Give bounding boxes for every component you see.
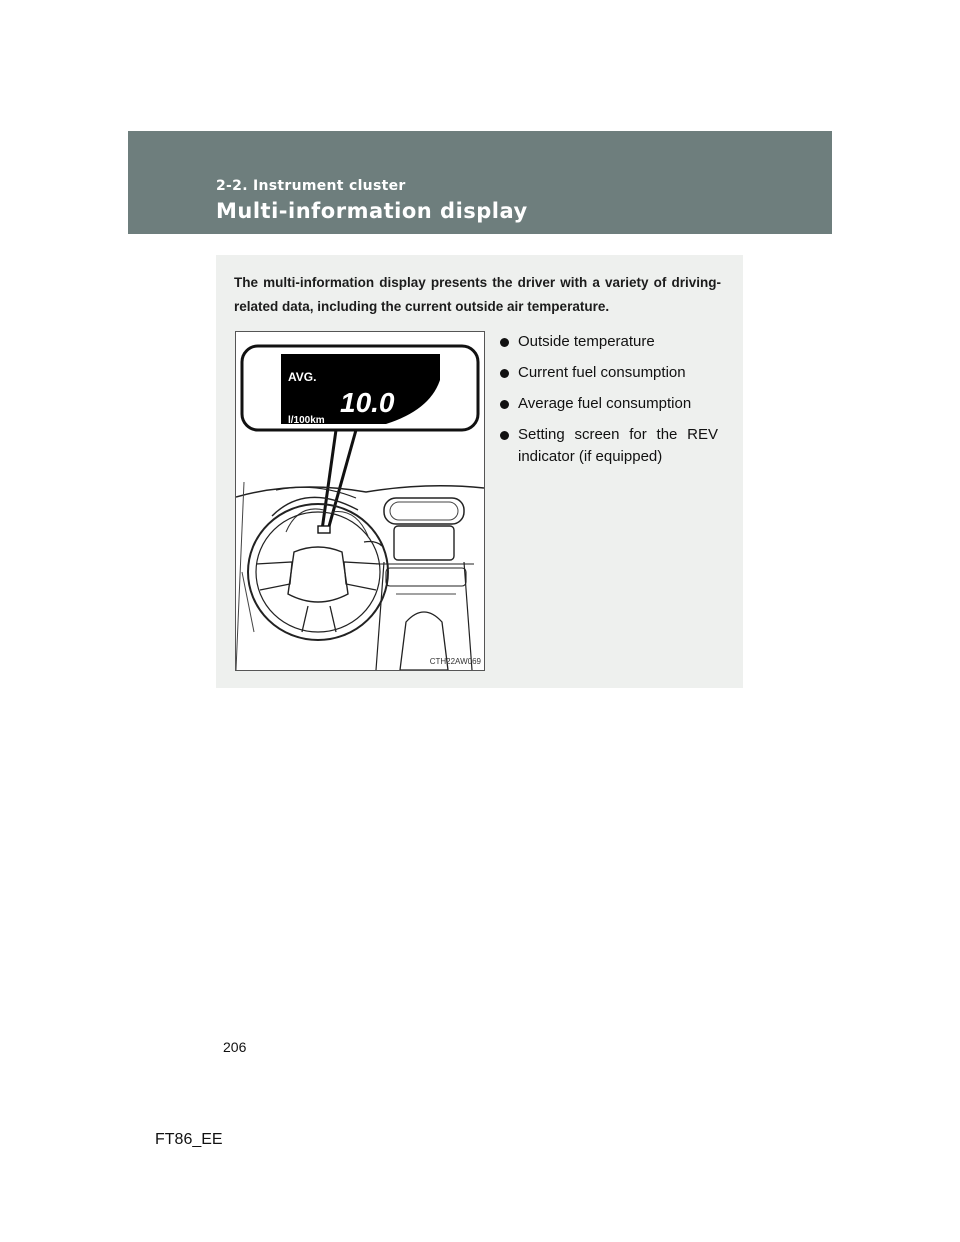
list-item-text: Current fuel consumption: [518, 364, 686, 381]
intro-text: The multi-information display presents the driver with a variety of driving-related data, including the current outside air temperature.: [234, 275, 721, 314]
dashboard-drawing: [236, 332, 484, 670]
list-item-text: Setting screen for the REV indicator (if equipped): [518, 426, 718, 465]
bullet-icon: [500, 369, 509, 378]
list-item-text: Outside temperature: [518, 333, 655, 350]
section-label: 2-2. Instrument cluster: [216, 178, 406, 194]
display-value: 10.0: [340, 387, 395, 418]
display-unit: l/100km: [288, 415, 325, 426]
list-item-text: Average fuel consumption: [518, 395, 692, 412]
feature-list: [500, 331, 718, 477]
footer-code: FT86_EE: [155, 1131, 223, 1148]
bullet-icon: [500, 400, 509, 409]
list-item: [500, 331, 718, 353]
dashboard-illustration: [235, 331, 485, 671]
list-item: [500, 393, 718, 415]
figure-code: CTH22AW069: [429, 657, 481, 666]
bullet-icon: [500, 338, 509, 347]
page-title: Multi-information display: [216, 199, 528, 223]
page-number: 206: [223, 1039, 247, 1055]
chapter-header-bar: [128, 131, 832, 234]
content-panel: [216, 255, 743, 688]
list-item: [500, 424, 718, 468]
bullet-icon: [500, 431, 509, 440]
list-item: [500, 362, 718, 384]
display-avg-label: AVG.: [288, 370, 317, 384]
